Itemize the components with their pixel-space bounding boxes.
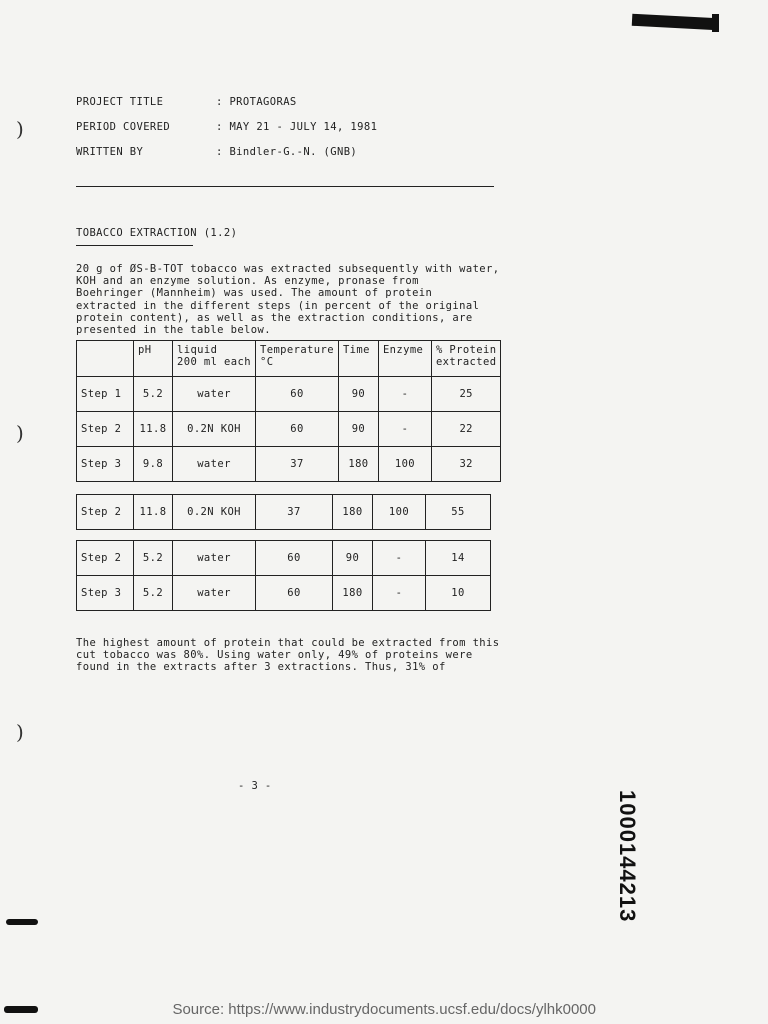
table-header-cell — [77, 341, 134, 377]
table-row — [77, 541, 491, 576]
table-cell: 9.8 — [134, 447, 173, 482]
table-cell: 37 — [256, 447, 339, 482]
table-row — [77, 377, 501, 412]
redaction-mark-tail — [712, 14, 719, 32]
table-header-cell: Time — [338, 341, 378, 377]
source-footer: Source: https://www.industrydocuments.ucsf.edu/docs/ylhk0000 — [172, 1001, 596, 1018]
table-cell: Step 1 — [77, 377, 134, 412]
table-cell: 32 — [431, 447, 501, 482]
closing-paragraph: The highest amount of protein that could be extracted from this cut tobacco was 80%. Using water only, 49% of proteins were found in the extracts after 3 extractions. Thus, 31% of — [76, 637, 500, 674]
table-cell: water — [173, 576, 256, 611]
table-header-cell: Enzyme — [378, 341, 431, 377]
table-cell: 60 — [256, 576, 333, 611]
section-title-underline — [76, 245, 193, 246]
period-value: : MAY 21 - JULY 14, 1981 — [216, 121, 378, 133]
results-table-group-3 — [76, 540, 491, 611]
project-title-value: : PROTAGORAS — [216, 96, 297, 108]
table-cell: 180 — [333, 576, 373, 611]
table-cell: - — [373, 541, 426, 576]
table-header-cell: Temperature °C — [256, 341, 339, 377]
table-cell: 90 — [333, 541, 373, 576]
table-cell: 100 — [373, 495, 426, 530]
table-cell: Step 2 — [77, 541, 134, 576]
margin-mark: ) — [16, 720, 24, 744]
table-cell: Step 3 — [77, 576, 134, 611]
table-row — [77, 447, 501, 482]
table-cell: 60 — [256, 377, 339, 412]
table-cell: 37 — [256, 495, 333, 530]
table-cell: water — [173, 377, 256, 412]
table-cell: 5.2 — [134, 576, 173, 611]
table-header-cell: pH — [134, 341, 173, 377]
project-title-label: PROJECT TITLE — [76, 96, 164, 108]
table-cell: 0.2N KOH — [173, 495, 256, 530]
table-cell: 0.2N KOH — [173, 412, 256, 447]
intro-paragraph: 20 g of ØS-B-TOT tobacco was extracted subsequently with water, KOH and an enzyme solution. As enzyme, pronase from Boehringer (Mannheim) was used. The amount of protein extracted in the different steps (in percent of the original protein content), as well as the extraction conditions, are presented in the table below. — [76, 263, 500, 337]
written-by-label: WRITTEN BY — [76, 146, 144, 158]
table-cell: - — [378, 412, 431, 447]
table-cell: 55 — [426, 495, 491, 530]
section-title: TOBACCO EXTRACTION (1.2) — [76, 227, 238, 239]
table-cell: 60 — [256, 541, 333, 576]
table-header-cell: % Protein extracted — [431, 341, 501, 377]
table-cell: 5.2 — [134, 377, 173, 412]
redaction-mark — [632, 14, 719, 30]
table-cell: 10 — [426, 576, 491, 611]
table-cell: 60 — [256, 412, 339, 447]
table-cell: water — [173, 447, 256, 482]
table-cell: 5.2 — [134, 541, 173, 576]
page-number: - 3 - — [238, 780, 272, 792]
document-id: 1000144213 — [615, 790, 640, 923]
table-row — [77, 412, 501, 447]
table-cell: 90 — [338, 377, 378, 412]
results-table-group-1 — [76, 340, 501, 482]
margin-mark: ) — [16, 117, 24, 141]
table-cell: Step 3 — [77, 447, 134, 482]
table-cell: 14 — [426, 541, 491, 576]
table-cell: 25 — [431, 377, 501, 412]
table-cell: - — [373, 576, 426, 611]
table-cell: 100 — [378, 447, 431, 482]
table-cell: Step 2 — [77, 495, 134, 530]
margin-smudge — [6, 919, 38, 925]
table-cell: 11.8 — [134, 412, 173, 447]
margin-mark: ) — [16, 421, 24, 445]
table-cell: 11.8 — [134, 495, 173, 530]
table-cell: 22 — [431, 412, 501, 447]
table-cell: 180 — [338, 447, 378, 482]
table-cell: 90 — [338, 412, 378, 447]
table-cell: water — [173, 541, 256, 576]
header-divider — [76, 186, 494, 187]
table-row — [77, 495, 491, 530]
table-header-cell: liquid 200 ml each — [173, 341, 256, 377]
margin-smudge — [4, 1006, 38, 1013]
written-by-value: : Bindler-G.-N. (GNB) — [216, 146, 358, 158]
table-header-row — [77, 341, 501, 377]
period-label: PERIOD COVERED — [76, 121, 171, 133]
table-cell: 180 — [333, 495, 373, 530]
table-cell: Step 2 — [77, 412, 134, 447]
results-table-group-2 — [76, 494, 491, 530]
table-cell: - — [378, 377, 431, 412]
table-row — [77, 576, 491, 611]
